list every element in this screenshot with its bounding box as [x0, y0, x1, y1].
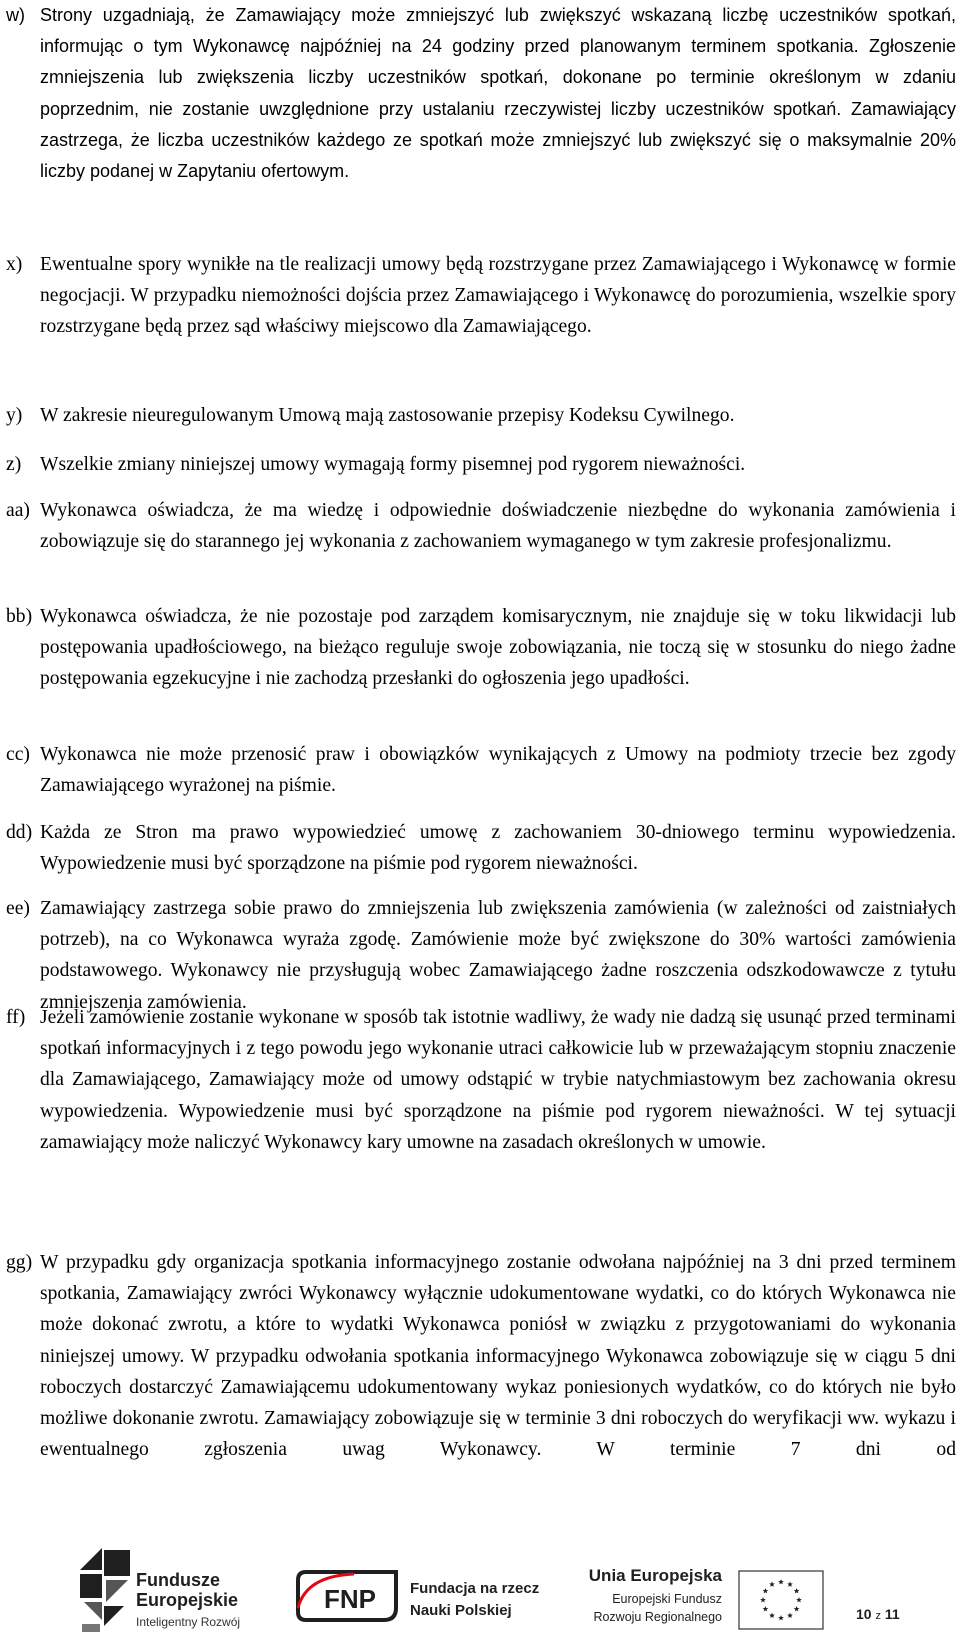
page-number	[856, 1606, 900, 1622]
page-of: z	[875, 1610, 881, 1622]
fundusze-europejskie-logo	[80, 1548, 280, 1638]
clause-label: aa)	[6, 500, 30, 521]
clause-label: bb)	[6, 606, 33, 627]
clause-label: dd)	[6, 822, 33, 843]
clause-aa	[6, 495, 956, 557]
clause-text: Jeżeli zamówienie zostanie wykonane w sposób tak istotnie wadliwy, że wady nie dadzą się usunąć przed terminami spotkań informacyjnych i z tego powodu jego wykonanie utraci całkowicie lub w przeważającym stopniu znaczenie dla Zamawiającego, Zamawiający może od umowy odstąpić w trybie natychmiastowym bez zachowania okresu wypowiedzenia. Wypowiedzenie musi być sporządzone na piśmie pod rygorem nieważności. W tej sytuacji zamawiający może naliczyć Wykonawcy kary umowne na zasadach określonych w umowie.	[40, 1007, 956, 1153]
clause-bb	[6, 601, 956, 695]
clause-label: gg)	[6, 1252, 33, 1273]
fe-line3: Inteligentny Rozwój	[136, 1615, 241, 1629]
clause-label: y)	[6, 405, 23, 426]
clause-text: Wykonawca oświadcza, że nie pozostaje pod zarządem komisarycznym, nie znajduje się w toku likwidacji lub postępowania upadłościowego, na bieżąco reguluje swoje zobowiązania, nie toczą się w stosunku do niego żadne postępowania egzekucyjne i nie zachodzą przesłanki do ogłoszenia jego upadłości.	[40, 606, 956, 690]
clause-cc	[6, 739, 956, 801]
clause-y	[6, 400, 956, 431]
fnp-line1: Fundacja na rzecz	[410, 1580, 540, 1597]
fe-line1: Fundusze	[136, 1570, 220, 1590]
clause-text: Wykonawca oświadcza, że ma wiedzę i odpowiednie doświadczenie niezbędne do wykonania zamówienia i zobowiązuje się do starannego jej wykonania z zachowaniem wymaganego w tym zakresie profesjonalizmu.	[40, 500, 956, 553]
clause-text: Zamawiający zastrzega sobie prawo do zmniejszenia lub zwiększenia zamówienia (w zależności od zaistniałych potrzeb), na co Wykonawca wyraża zgodę. Zamówienie może być zwiększone do 30% wartości zamówienia podstawowego. Wykonawcy nie przysługują wobec Zamawiającego żadne roszczenia odszkodowawcze z tytułu zmniejszenia zamówienia.	[40, 898, 956, 1013]
page-current: 10	[856, 1606, 872, 1622]
clause-z	[6, 449, 956, 480]
page-total: 11	[884, 1606, 900, 1622]
ue-line1: Unia Europejska	[588, 1566, 722, 1585]
clause-label: x)	[6, 254, 23, 275]
fnp-abbr: FNP	[324, 1584, 376, 1614]
clause-text: W zakresie nieuregulowanym Umową mają zastosowanie przepisy Kodeksu Cywilnego.	[40, 405, 735, 426]
eu-flag-icon	[738, 1570, 824, 1630]
fundusze-europejskie-star-icon	[80, 1548, 132, 1634]
clause-text: W przypadku gdy organizacja spotkania informacyjnego zostanie odwołana najpóźniej na 3 dni przed terminem spotkania, Zamawiający zwróci Wykonawcy wyłącznie udokumentowane wydatki, co do których Wykonawca nie może dokonać zwrotu, a które to wydatki Wykonawca poniósł w związku z przygotowaniami do wykonania niniejszej umowy. W przypadku odwołania spotkania informacyjnego Wykonawca zobowiązuje się w ciągu 5 dni roboczych dostarczyć Zamawiającemu udokumentowany wykaz poniesionych wydatków, co do których nie było możliwe dokonanie zwrotu. Zamawiający zobowiązuje się w terminie 3 dni roboczych do weryfikacji ww. wykazu i ewentualnego zgłoszenia uwag Wykonawcy. W terminie 7 dni od	[40, 1252, 956, 1461]
clause-label: w)	[6, 5, 25, 25]
clause-ee	[6, 893, 956, 1018]
fnp-mark-icon	[296, 1568, 402, 1626]
clause-text: Wykonawca nie może przenosić praw i obowiązków wynikających z Umowy na podmioty trzecie bez zgody Zamawiającego wyrażonej na piśmie.	[40, 744, 956, 797]
clause-ff	[6, 1002, 956, 1158]
ue-line3: Rozwoju Regionalnego	[593, 1610, 722, 1624]
clause-label: ff)	[6, 1007, 26, 1028]
clause-gg	[6, 1247, 956, 1465]
clause-label: ee)	[6, 898, 30, 919]
clause-text: Każda ze Stron ma prawo wypowiedzieć umowę z zachowaniem 30-dniowego terminu wypowiedzenia. Wypowiedzenie musi być sporządzone na piśmie pod rygorem nieważności.	[40, 822, 956, 875]
clause-w	[6, 0, 956, 187]
fnp-line2: Nauki Polskiej	[410, 1602, 512, 1619]
fe-line2: Europejskie	[136, 1590, 239, 1610]
clause-text: Wszelkie zmiany niniejszej umowy wymagają formy pisemnej pod rygorem nieważności.	[40, 454, 746, 475]
clause-text: Ewentualne spory wynikłe na tle realizacji umowy będą rozstrzygane przez Zamawiającego i Wykonawcę w formie negocjacji. W przypadku niemożności dojścia przez Zamawiającego i Wykonawcę do porozumienia, wszelkie spory rozstrzygane będą przez sąd właściwy miejscowo dla Zamawiającego.	[40, 254, 956, 338]
clause-label: cc)	[6, 744, 30, 765]
ue-line2: Europejski Fundusz	[612, 1592, 722, 1606]
clause-x	[6, 249, 956, 343]
page-footer	[0, 1548, 960, 1651]
clause-text: Strony uzgadniają, że Zamawiający może zmniejszyć lub zwiększyć wskazaną liczbę uczestników spotkań, informując o tym Wykonawcę najpóźniej na 24 godziny przed planowanym terminem spotkania. Zgłoszenie zmniejszenia lub zwiększenia liczby uczestników spotkań, dokonane po terminie określonym w zdaniu poprzednim, nie zostanie uwzględnione przy ustalaniu rzeczywistej liczby uczestników spotkań. Zamawiający zastrzega, że liczba uczestników każdego ze spotkań może zmniejszyć lub zwiększyć się o maksymalnie 20% liczby podanej w Zapytaniu ofertowym.	[40, 5, 956, 182]
fnp-logo	[296, 1568, 556, 1638]
clause-dd	[6, 817, 956, 879]
clause-label: z)	[6, 454, 22, 475]
